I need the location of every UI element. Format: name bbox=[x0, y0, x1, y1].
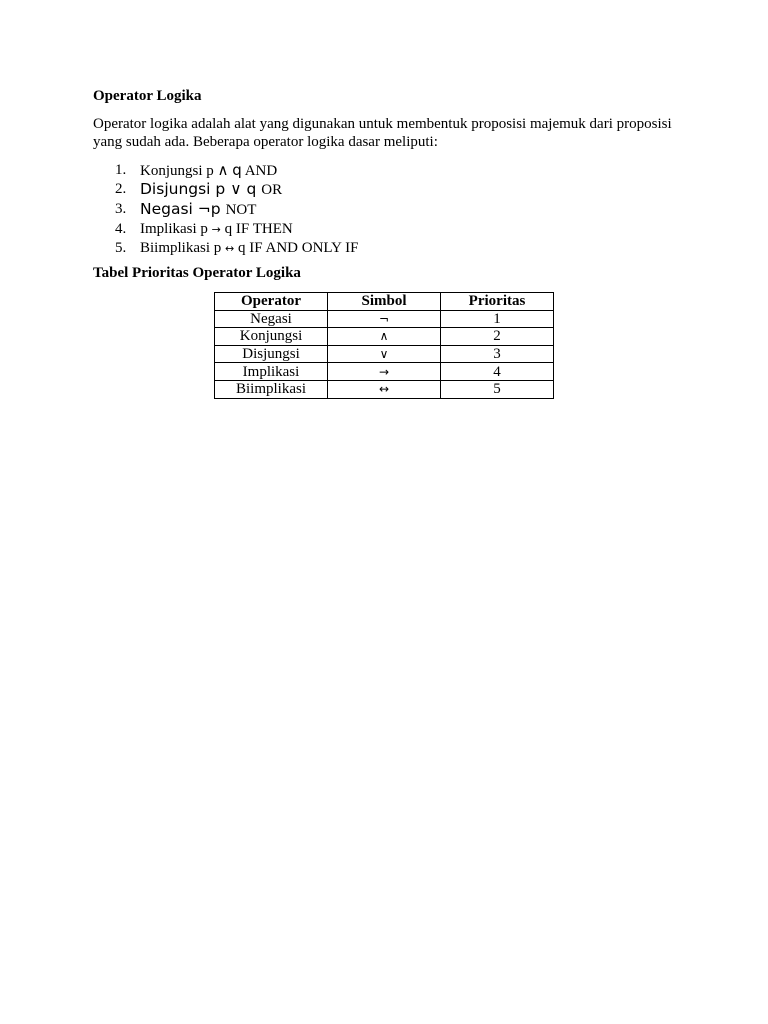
table-row bbox=[215, 363, 554, 381]
header-prioritas: Prioritas bbox=[441, 293, 554, 311]
cell-symbol: ¬ bbox=[328, 310, 441, 328]
intro-paragraph: Operator logika adalah alat yang digunakan untuk membentuk proposisi majemuk dari proposisi yang sudah ada. Beberapa operator logika dasar meliputi: bbox=[93, 116, 672, 150]
cell-symbol: ∨ bbox=[328, 345, 441, 363]
and-symbol: ∧ bbox=[217, 161, 229, 179]
list-item-implikasi: 4. Implikasi p → q IF THEN bbox=[115, 221, 293, 237]
cell-priority: 5 bbox=[441, 380, 554, 398]
table-row bbox=[215, 328, 554, 346]
iff-symbol: ↔ bbox=[225, 242, 235, 255]
cell-symbol: → bbox=[328, 363, 441, 381]
or-symbol: ∨ bbox=[230, 180, 242, 198]
cell-priority: 3 bbox=[441, 345, 554, 363]
cell-operator: Konjungsi bbox=[215, 328, 328, 346]
list-item-biimplikasi: 5. Biimplikasi p ↔ q IF AND ONLY IF bbox=[115, 240, 359, 256]
cell-priority: 1 bbox=[441, 310, 554, 328]
cell-operator: Biimplikasi bbox=[215, 380, 328, 398]
header-operator: Operator bbox=[215, 293, 328, 311]
not-symbol: ¬ bbox=[197, 200, 211, 218]
table-row bbox=[215, 380, 554, 398]
cell-symbol: ∧ bbox=[328, 328, 441, 346]
list-item-disjungsi: 2. Disjungsi p ∨ q OR bbox=[115, 180, 283, 198]
section-title: Operator Logika bbox=[93, 88, 202, 104]
table-row bbox=[215, 345, 554, 363]
cell-symbol: ↔ bbox=[328, 380, 441, 398]
priority-table bbox=[214, 292, 554, 399]
list-item-negasi: 3. Negasi ¬p NOT bbox=[115, 200, 257, 218]
cell-operator: Negasi bbox=[215, 310, 328, 328]
operator-list bbox=[93, 161, 358, 258]
implies-symbol: → bbox=[211, 223, 221, 236]
cell-operator: Implikasi bbox=[215, 363, 328, 381]
table-title: Tabel Prioritas Operator Logika bbox=[93, 265, 301, 281]
cell-operator: Disjungsi bbox=[215, 345, 328, 363]
header-simbol: Simbol bbox=[328, 293, 441, 311]
list-item-konjungsi: 1. Konjungsi p ∧ q AND bbox=[115, 161, 278, 179]
cell-priority: 2 bbox=[441, 328, 554, 346]
table-row bbox=[215, 310, 554, 328]
cell-priority: 4 bbox=[441, 363, 554, 381]
table-header-row bbox=[215, 293, 554, 311]
